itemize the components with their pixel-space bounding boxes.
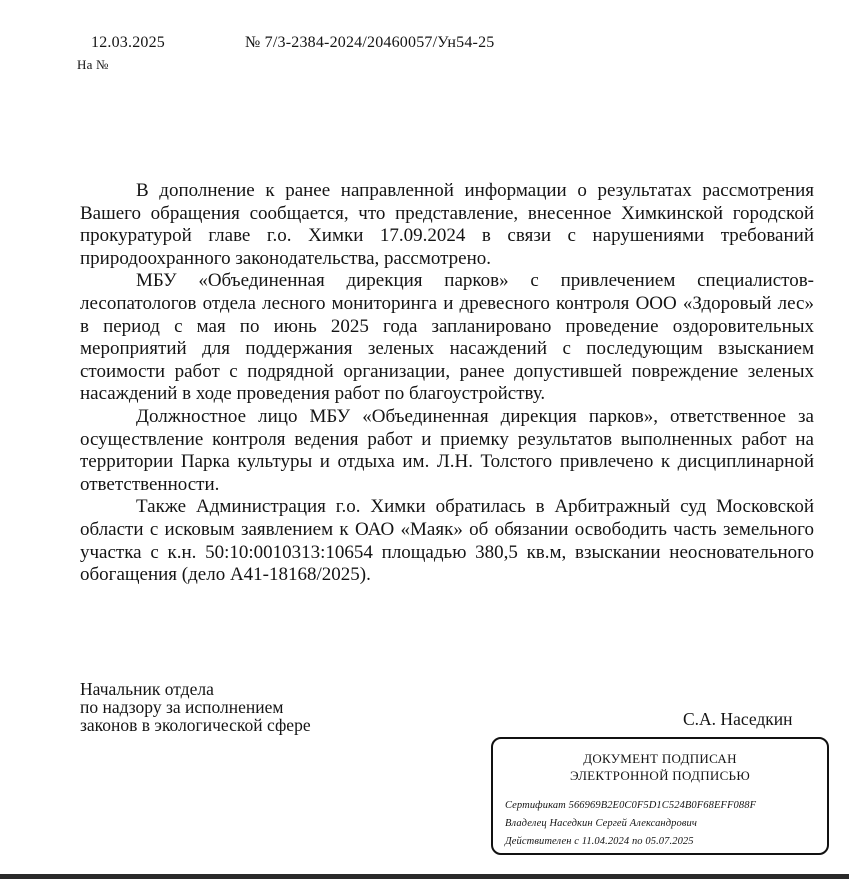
letter-body: [80, 180, 814, 587]
electronic-signature-stamp: [491, 737, 829, 855]
document-number: № 7/3-2384-2024/20460057/Ун54-25: [245, 34, 495, 51]
signatory-title-line: законов в экологической сфере: [80, 715, 311, 735]
signatory-title: [80, 680, 311, 734]
signatory-title-line: по надзору за исполнением: [80, 697, 284, 717]
stamp-validity: Действителен с 11.04.2024 по 05.07.2025: [505, 836, 694, 847]
stamp-certificate: Сертификат 566969B2E0C0F5D1C524B0F68EFF088F: [505, 800, 757, 811]
stamp-title: [493, 750, 827, 784]
scan-edge-bar: [0, 874, 849, 879]
signatory-name: С.А. Наседкин: [683, 709, 793, 729]
document-date: 12.03.2025: [91, 34, 165, 51]
stamp-owner: Владелец Наседкин Сергей Александрович: [505, 818, 697, 829]
paragraph-2: МБУ «Объединенная дирекция парков» с привлечением специалистов-лесопатологов отдела лесного мониторинга и древесного контроля ООО «Здоровый лес» в период с мая по июнь 2025 года запланировано проведение оздоровительных мероприятий для поддержания зеленых насаждений с последующим взысканием стоимости работ с подрядной организации, ранее допустившей повреждение зеленых насаждений в ходе проведения работ по благоустройству.: [80, 270, 814, 405]
reference-label: На №: [77, 57, 109, 72]
paragraph-4: Также Администрация г.о. Химки обратилась в Арбитражный суд Московской области с исковым заявлением к ОАО «Маяк» об обязании освободить часть земельного участка с к.н. 50:10:0010313:10654 площадью 380,5 кв.м, взыскании неосновательного обогащения (дело А41-18168/2025).: [80, 496, 814, 586]
stamp-title-line: ДОКУМЕНТ ПОДПИСАН: [583, 751, 737, 766]
signatory-title-line: Начальник отдела: [80, 679, 214, 699]
stamp-title-line: ЭЛЕКТРОННОЙ ПОДПИСЬЮ: [570, 768, 750, 783]
paragraph-1: В дополнение к ранее направленной информации о результатах рассмотрения Вашего обращения сообщается, что представление, внесенное Химкинской городской прокуратурой главе г.о. Химки 17.09.2024 в связи с нарушениями требований природоохранного законодательства, рассмотрено.: [80, 180, 814, 269]
paragraph-3: Должностное лицо МБУ «Объединенная дирекция парков», ответственное за осуществление контроля ведения работ и приемку результатов выполненных работ на территории Парка культуры и отдыха им. Л.Н. Толстого привлечено к дисциплинарной ответственности.: [80, 405, 814, 495]
